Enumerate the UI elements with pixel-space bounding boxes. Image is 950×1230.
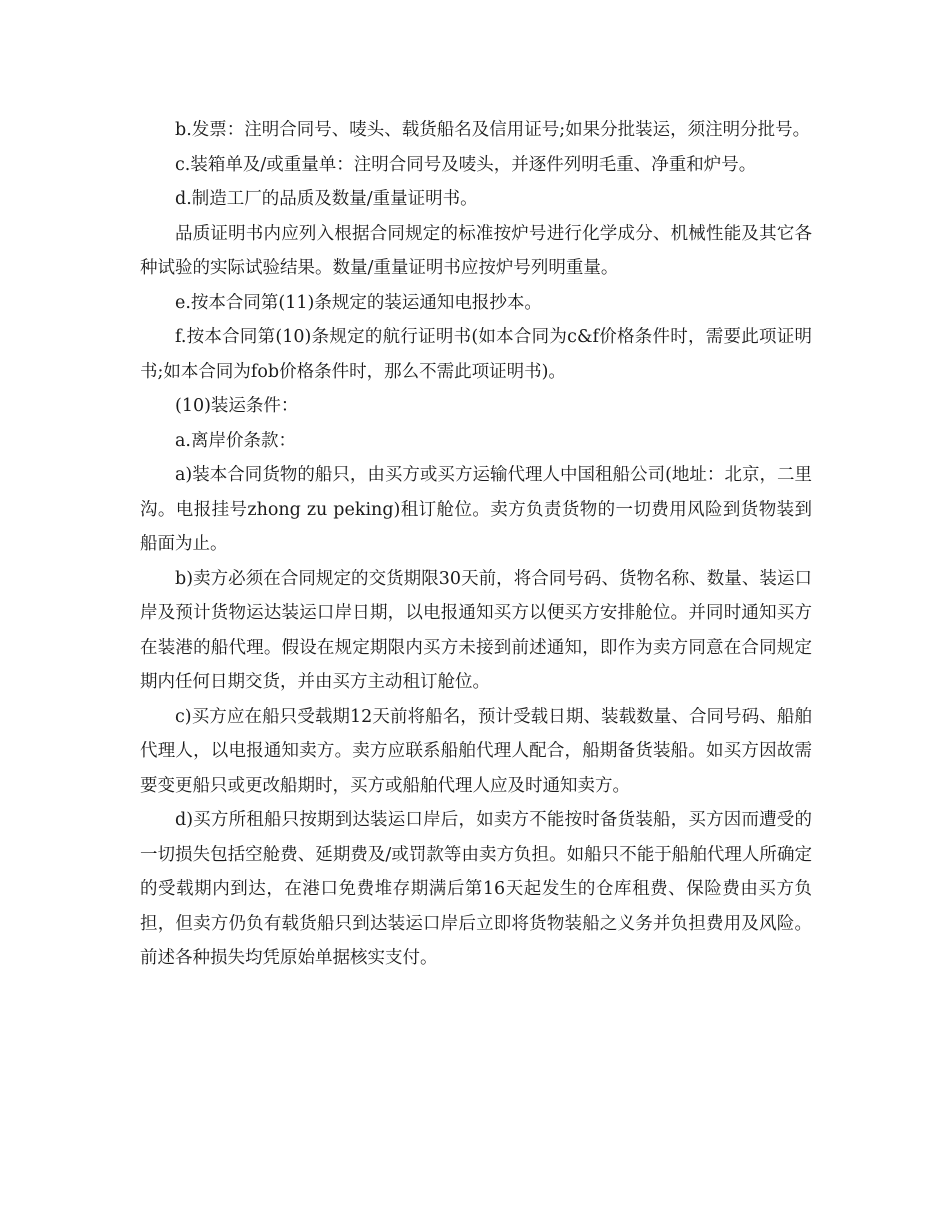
paragraph-clause-d: d)买方所租船只按期到达装运口岸后，如卖方不能按时备货装船，买方因而遭受的一切损失包括空舱费、延期费及/或罚款等由卖方负担。如船只不能于船舶代理人所确定的受载期内到达，在港口免费堆存期满后第16天起发生的仓库租费、保险费由买方负担，但卖方仍负有载货船只到达装运口岸后立即将货物装船之义务并负担费用及风险。前述各种损失均凭原始单据核实支付。 bbox=[140, 810, 812, 968]
paragraph-quality-certificate: d.制造工厂的品质及数量/重量证明书。 bbox=[175, 189, 478, 209]
paragraph-certificate-contents: 品质证明书内应列入根据合同规定的标准按炉号进行化学成分、机械性能及其它各种试验的实际试验结果。数量/重量证明书应按炉号列明重量。 bbox=[140, 223, 812, 278]
section-heading-shipping-terms: (10)装运条件： bbox=[175, 396, 299, 416]
paragraph-packing-list: c.装箱单及/或重量单：注明合同号及唛头，并逐件列明毛重、净重和炉号。 bbox=[175, 154, 757, 175]
paragraph-invoice: b.发票：注明合同号、唛头、载货船名及信用证号;如果分批装运，须注明分批号。 bbox=[175, 120, 811, 140]
paragraph-clause-c: c)买方应在船只受载期12天前将船名，预计受载日期、装载数量、合同号码、船舶代理人，以电报通知卖方。卖方应联系船舶代理人配合，船期备货装船。如买方因故需要变更船只或更改船期时，买方或船舶代理人应及时通知卖方。 bbox=[140, 706, 812, 796]
document-page bbox=[140, 113, 812, 976]
paragraph-shipping-notice: e.按本合同第(11)条规定的装运通知电报抄本。 bbox=[175, 292, 542, 313]
subheading-fob-terms: a.离岸价条款： bbox=[175, 430, 296, 451]
paragraph-clause-a: a)装本合同货物的船只，由买方或买方运输代理人中国租船公司(地址：北京，二里沟。电报挂号zhong zu peking)租订舱位。卖方负责货物的一切费用风险到货物装到船面为止。 bbox=[140, 465, 812, 554]
paragraph-voyage-certificate: f.按本合同第(10)条规定的航行证明书(如本合同为c&f价格条件时，需要此项证明书;如本合同为fob价格条件时，那么不需此项证明书)。 bbox=[140, 327, 812, 382]
paragraph-clause-b: b)卖方必须在合同规定的交货期限30天前，将合同号码、货物名称、数量、装运口岸及预计货物运达装运口岸日期，以电报通知买方以便买方安排舱位。并同时通知买方在装港的船代理。假设在规定期限内买方未接到前述通知，即作为卖方同意在合同规定期内任何日期交货，并由买方主动租订舱位。 bbox=[140, 568, 812, 692]
